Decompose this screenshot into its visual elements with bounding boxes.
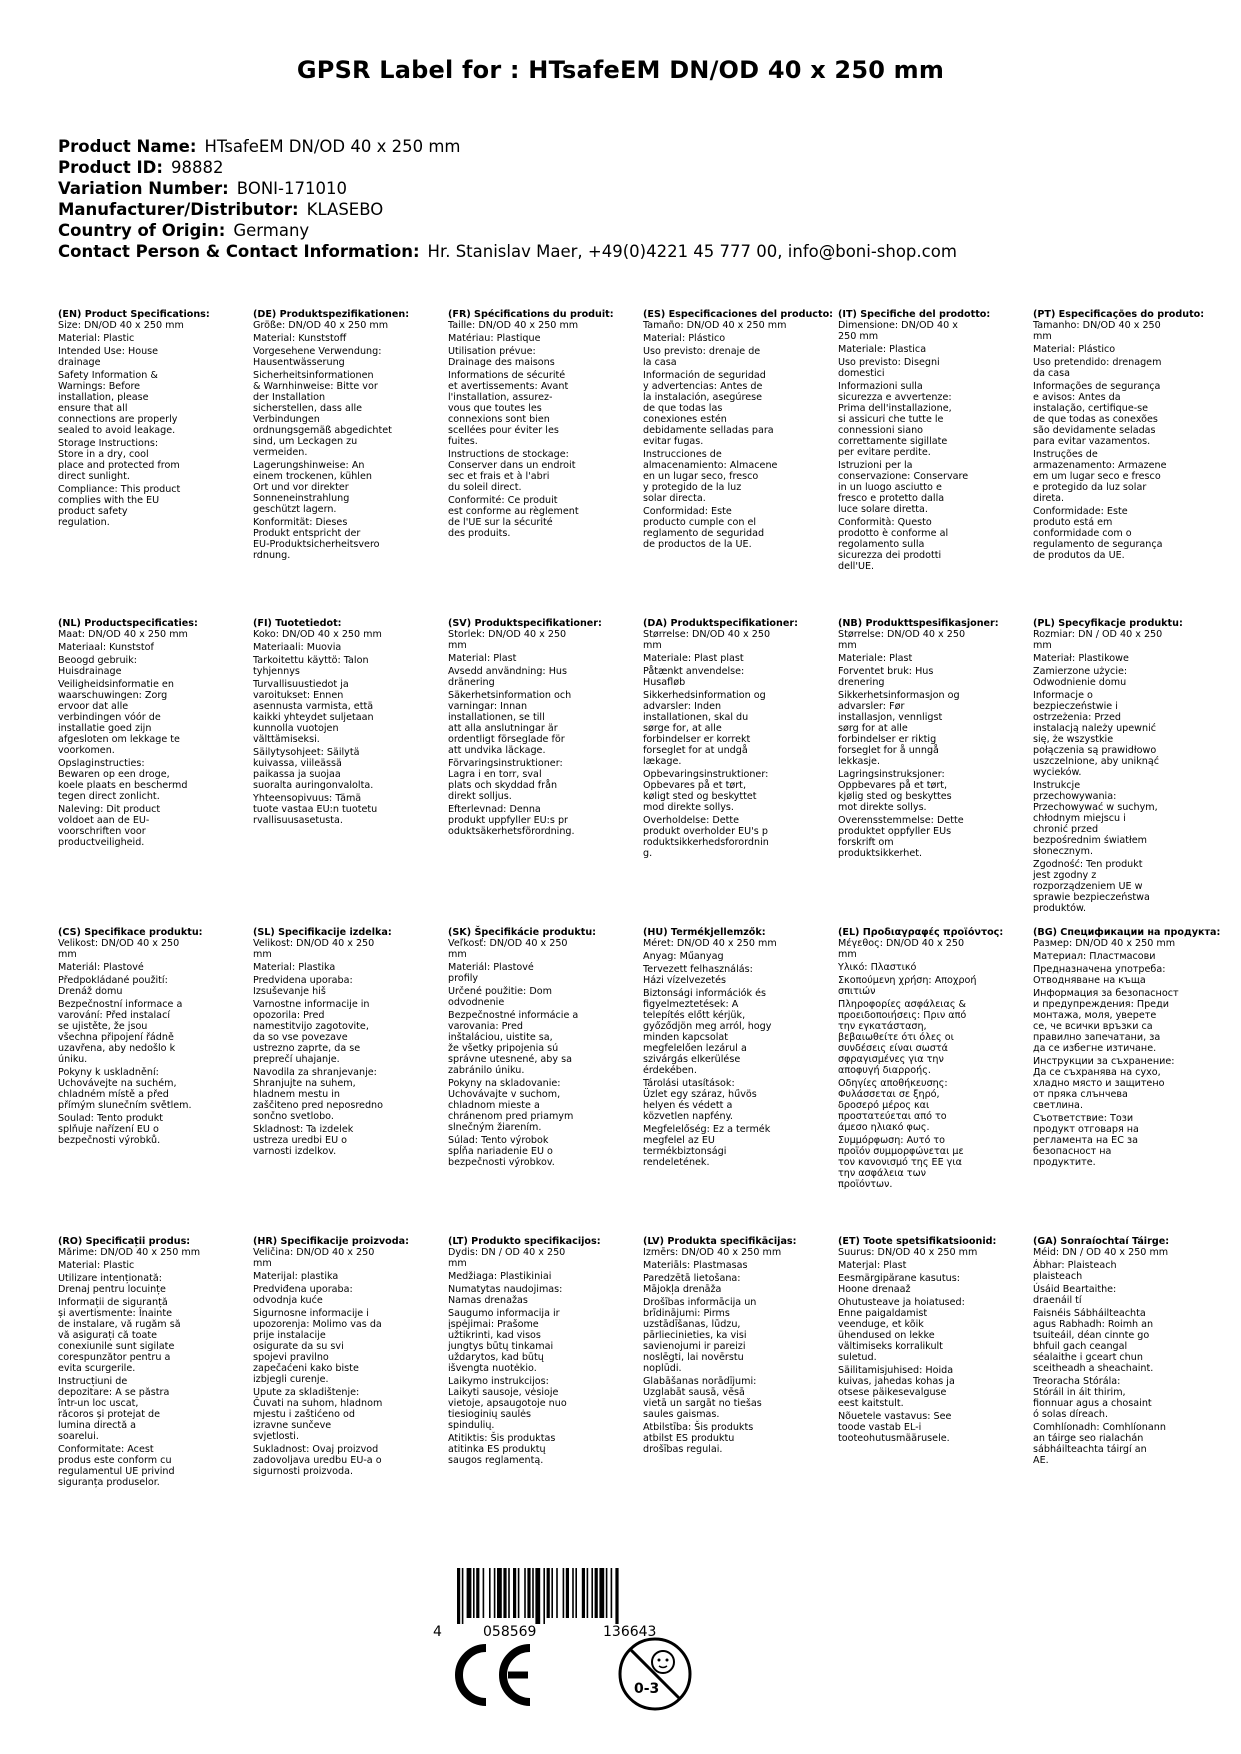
section-heading: (PL) Specyfikacje produktu: <box>1033 618 1183 629</box>
info-value: 98882 <box>170 158 224 177</box>
contact-row <box>58 241 1208 262</box>
info-value: BONI-171010 <box>236 179 347 198</box>
section-paragraph: Informations de sécurité et avertissements: Avant l'installation, assurez- vous que toutes les connexions sont bien scellées pour éviter les fuites. <box>448 370 569 447</box>
language-row <box>58 1236 1228 1545</box>
language-section <box>643 1236 797 1457</box>
barcode-digits-right: 136643 <box>603 1624 657 1640</box>
specifications-grid <box>58 309 1228 1545</box>
section-paragraph: Instrukcje przechowywania: Przechowywać w suchym, chłodnym miejscu i chronić przed bezpośrednim światłem słonecznym. <box>1033 780 1158 857</box>
language-section <box>253 927 403 1159</box>
section-paragraph: Taille: DN/OD 40 x 250 mm <box>448 320 579 331</box>
section-paragraph: Conformitate: Acest produs este conform cu regulamentul UE privind siguranța produselor. <box>58 1444 175 1488</box>
section-paragraph: Materiál: Plastové <box>58 962 144 973</box>
section-paragraph: Materiał: Plastikowe <box>1033 653 1129 664</box>
section-paragraph: Glabāšanas norādījumi: Uzglabāt sausā, vēsā vietā un sargāt no tiešas saules gaismas. <box>643 1376 762 1420</box>
info-value: KLASEBO <box>306 200 384 219</box>
section-paragraph: Treoracha Stórála: Stóráil in áit thirim, fionnuar agus a chosaint ó solas díreach. <box>1033 1376 1152 1420</box>
section-paragraph: Materjal: Plast <box>838 1260 907 1271</box>
barcode-digits-left: 058569 <box>483 1624 537 1640</box>
section-paragraph: Storage Instructions: Store in a dry, cool place and protected from direct sunlight. <box>58 438 180 482</box>
section-paragraph: Säilitamisjuhised: Hoida kuivas, jahedas kohas ja otsese päikesevalguse eest kaitstult. <box>838 1365 955 1409</box>
barcode-bar <box>599 1568 604 1618</box>
section-paragraph: Materiale: Plast <box>838 653 913 664</box>
barcode-bar <box>462 1568 464 1624</box>
section-paragraph: Pokyny k uskladnění: Uchovávejte na suchém, chladném místě a před přímým slunečním světlem. <box>58 1067 192 1111</box>
section-paragraph: Předpokládané použití: Drenáž domu <box>58 975 168 997</box>
barcode-bar <box>582 1568 585 1618</box>
barcode-bar <box>518 1568 520 1618</box>
section-paragraph: Laikymo instrukcijos: Laikyti sausoje, vėsioje vietoje, apsaugotoje nuo tiesioginių saulės spindulių. <box>448 1376 567 1431</box>
section-paragraph: Veľkosť: DN/OD 40 x 250 mm <box>448 938 568 960</box>
section-heading: (NL) Productspecificaties: <box>58 618 198 629</box>
section-paragraph: Tárolási utasítások: Üzlet egy száraz, hűvös helyen és védett a közvetlen napfény. <box>643 1078 757 1122</box>
section-paragraph: Säkerhetsinformation och varningar: Innan installationen, se till att alla anslutningar är ordentligt förseglade för att undvika läckage. <box>448 690 572 756</box>
section-paragraph: Материал: Пластмасови <box>1033 951 1156 962</box>
section-heading: (EN) Product Specifications: <box>58 309 210 320</box>
section-paragraph: Размер: DN/OD 40 x 250 mm <box>1033 938 1176 949</box>
section-paragraph: Konformität: Dieses Produkt entspricht der EU-Produktsicherheitsvero rdnung. <box>253 517 380 561</box>
section-paragraph: Méret: DN/OD 40 x 250 mm <box>643 938 777 949</box>
language-section <box>58 309 208 530</box>
section-paragraph: Conformidade: Este produto está em conformidade com o regulamento de segurança de produtos da UE. <box>1033 506 1163 561</box>
section-paragraph: Atbilstība: Šis produkts atbilst ES produktu drošības regulai. <box>643 1422 754 1455</box>
section-paragraph: Dydis: DN / OD 40 x 250 mm <box>448 1247 566 1269</box>
barcode-bar <box>524 1568 526 1618</box>
barcode-bar <box>575 1568 577 1618</box>
section-paragraph: Påtænkt anvendelse: Husafløb <box>643 666 745 688</box>
barcode-bar <box>476 1568 479 1618</box>
info-label: Product ID: <box>58 158 163 177</box>
section-paragraph: Conformidad: Este producto cumple con el reglamento de seguridad de productos de la UE. <box>643 506 765 550</box>
section-paragraph: Suurus: DN/OD 40 x 250 mm <box>838 1247 978 1258</box>
barcode-bar <box>611 1568 613 1618</box>
barcode-bar <box>606 1568 608 1618</box>
info-value: Germany <box>233 221 310 240</box>
barcode-bar <box>527 1568 530 1618</box>
section-paragraph: Safety Information & Warnings: Before installation, please ensure that all connections are properly sealed to avoid leakage. <box>58 370 178 436</box>
section-paragraph: Nõuetele vastavus: See toode vastab EL-i tooteohutusmäärusele. <box>838 1411 952 1444</box>
section-paragraph: Intended Use: House drainage <box>58 346 159 368</box>
section-heading: (ES) Especificaciones del producto: <box>643 309 834 320</box>
info-label: Manufacturer/Distributor: <box>58 200 299 219</box>
info-value: HTsafeEM DN/OD 40 x 250 mm <box>204 137 461 156</box>
section-heading: (IT) Specifiche del prodotto: <box>838 309 991 320</box>
info-value: Hr. Stanislav Maer, +49(0)4221 45 777 00, info@boni-shop.com <box>427 242 957 261</box>
section-paragraph: Μέγεθος: DN/OD 40 x 250 mm <box>838 938 965 960</box>
section-paragraph: Skladnost: Ta izdelek ustreza uredbi EU o varnosti izdelkov. <box>253 1124 354 1157</box>
section-paragraph: Størrelse: DN/OD 40 x 250 mm <box>838 629 966 651</box>
section-paragraph: Navodila za shranjevanje: Shranjujte na suhem, hladnem mestu in zaščiteno pred neposredno sončno svetlobo. <box>253 1067 383 1122</box>
language-section <box>838 927 1004 1192</box>
language-section <box>448 927 598 1170</box>
section-paragraph: Συμμόρφωση: Αυτό το προϊόν συμμορφώνεται με τον κανονισμό της ΕΕ για την ασφάλεια των προϊόντων. <box>838 1135 964 1190</box>
product-info <box>58 136 1208 262</box>
section-paragraph: Medžiaga: Plastikiniai <box>448 1271 552 1282</box>
language-section <box>253 1236 409 1479</box>
section-paragraph: Materiale: Plast plast <box>643 653 744 664</box>
section-paragraph: Méid: DN / OD 40 x 250 mm <box>1033 1247 1169 1258</box>
section-paragraph: Größe: DN/OD 40 x 250 mm <box>253 320 389 331</box>
section-paragraph: Veličina: DN/OD 40 x 250 mm <box>253 1247 375 1269</box>
section-paragraph: Určené použitie: Dom odvodnenie <box>448 986 552 1008</box>
section-paragraph: Naleving: Dit product voldoet aan de EU- voorschriften voor productveiligheid. <box>58 804 161 848</box>
barcode-bar <box>513 1568 516 1618</box>
section-paragraph: Tarkoitettu käyttö: Talon tyhjennys <box>253 655 369 677</box>
page-title: GPSR Label for : HTsafeEM DN/OD 40 x 250 mm <box>296 56 945 84</box>
section-paragraph: Úsáid Beartaithe: draenáil tí <box>1033 1284 1117 1306</box>
section-paragraph: Opslaginstructies: Bewaren op een droge, koele plaats en beschermd tegen direct zonlicht. <box>58 758 188 802</box>
section-paragraph: Izmērs: DN/OD 40 x 250 mm <box>643 1247 782 1258</box>
section-paragraph: Materijal: plastika <box>253 1271 339 1282</box>
section-heading: (DE) Produktspezifikationen: <box>253 309 410 320</box>
ean-barcode <box>433 1568 733 1638</box>
section-paragraph: Förvaringsinstruktioner: Lagra i en torr, sval plats och skyddad från direkt solljus. <box>448 758 563 802</box>
manufacturer-row <box>58 199 1208 220</box>
info-label: Country of Origin: <box>58 221 226 240</box>
section-paragraph: Turvallisuustiedot ja varoitukset: Ennen asennusta varmista, että kaikki yhteydet suljetaan kunnolla vuotojen välttämiseksi. <box>253 679 374 745</box>
section-paragraph: Maat: DN/OD 40 x 250 mm <box>58 629 188 640</box>
age-range-label: 0-3 <box>634 1681 660 1697</box>
section-paragraph: Съответствие: Този продукт отговаря на регламента на ЕС за безопасност на продуктите. <box>1033 1113 1139 1168</box>
section-paragraph: Súlad: Tento výrobok spĺňa nariadenie EU o bezpečnosti výrobkov. <box>448 1135 555 1168</box>
section-paragraph: Информация за безопасност и предупреждения: Преди монтажа, моля, уверете се, че всички връзки са правилно запечатани, за да се избегне изтичане. <box>1033 988 1179 1054</box>
section-paragraph: Materiaali: Muovia <box>253 642 342 653</box>
barcode-bar <box>591 1568 593 1618</box>
language-section <box>58 927 208 1148</box>
barcode-bar <box>595 1568 598 1618</box>
section-paragraph: Utilisation prévue: Drainage des maisons <box>448 346 555 368</box>
section-paragraph: Drošības informācija un brīdinājumi: Pirms uzstādīšanas, lūdzu, pārliecinieties, ka visi savienojumi ir pareizi noslēgti, lai novērstu noplūdi. <box>643 1297 757 1374</box>
language-section <box>448 309 614 541</box>
section-paragraph: Paredzētā lietošana: Mājokļa drenāža <box>643 1273 741 1295</box>
barcode-bar <box>457 1568 460 1624</box>
language-section <box>58 1236 208 1490</box>
barcode-bar <box>473 1568 475 1618</box>
section-paragraph: Koko: DN/OD 40 x 250 mm <box>253 629 382 640</box>
language-section <box>643 309 834 552</box>
barcode-bar <box>587 1568 589 1618</box>
section-paragraph: Faisnéis Sábháilteachta agus Rabhadh: Roimh an tsuiteáil, déan cinnte go bhfuil gach ceangal séalaithe i gceart chun sceitheadh a sheachaint. <box>1033 1308 1154 1374</box>
barcode-bar <box>563 1568 565 1618</box>
section-paragraph: Conformità: Questo prodotto è conforme al regolamento sulla sicurezza dei prodotti dell'UE. <box>838 517 949 572</box>
section-paragraph: Størrelse: DN/OD 40 x 250 mm <box>643 629 771 651</box>
section-heading: (LV) Produkta specifikācijas: <box>643 1236 797 1247</box>
section-heading: (HU) Termékjellemzők: <box>643 927 766 938</box>
section-paragraph: Dimensione: DN/OD 40 x 250 mm <box>838 320 958 342</box>
section-paragraph: Opbevaringsinstruktioner: Opbevares på et tørt, køligt sted og beskyttet mod direkte sollys. <box>643 769 769 813</box>
section-paragraph: Zgodność: Ten produkt jest zgodny z rozporządzeniem UE w sprawie bezpieczeństwa produktów. <box>1033 859 1150 914</box>
barcode-bar <box>566 1568 569 1618</box>
section-paragraph: Overholdelse: Dette produkt overholder EU's p roduktsikkerhedsforordnin g. <box>643 815 769 859</box>
section-paragraph: Rozmiar: DN / OD 40 x 250 mm <box>1033 629 1163 651</box>
section-paragraph: Beoogd gebruik: Huisdrainage <box>58 655 138 677</box>
section-paragraph: Mărime: DN/OD 40 x 250 mm <box>58 1247 201 1258</box>
section-paragraph: Säilytysohjeet: Säilytä kuivassa, viileässä paikassa ja suojaa suoralta auringonvalolta. <box>253 747 374 791</box>
language-section <box>448 618 602 839</box>
section-paragraph: Predvidena uporaba: Izsuševanje hiš <box>253 975 353 997</box>
section-paragraph: Material: Kunststoff <box>253 333 347 344</box>
section-paragraph: Sikkerhetsinformasjon og advarsler: Før installasjon, vennligst sørg for at alle forbindelser er riktig forseglet for å unngå lekkasje. <box>838 690 960 767</box>
section-paragraph: Informações de segurança e avisos: Antes da instalação, certifique-se de que todas as conexões são devidamente seladas para evitar vazamentos. <box>1033 381 1161 447</box>
section-paragraph: Vorgesehene Verwendung: Hausentwässerung <box>253 346 382 368</box>
section-paragraph: Informacje o bezpieczeństwie i ostrzeżenia: Przed instalacją należy upewnić się, że wszystkie połączenia są prawidłowo uszczelnione, aby uniknąć wycieków. <box>1033 690 1160 778</box>
product-name-row <box>58 136 1208 157</box>
section-paragraph: Avsedd användning: Hus dränering <box>448 666 567 688</box>
section-paragraph: Atitiktis: Šis produktas atitinka ES produktų saugos reglamentą. <box>448 1433 556 1466</box>
section-paragraph: Instrucțiuni de depozitare: A se păstra într-un loc uscat, răcoros și protejat de lumina directă a soarelui. <box>58 1376 170 1442</box>
section-paragraph: Anyag: Műanyag <box>643 951 724 962</box>
section-paragraph: Σκοπούμενη χρήση: Αποχροή σπιτιών <box>838 975 977 997</box>
section-paragraph: Soulad: Tento produkt splňuje nařízení EU o bezpečnosti výrobků. <box>58 1113 164 1146</box>
section-paragraph: Eesmärgipärane kasutus: Hoone drenaaž <box>838 1273 960 1295</box>
section-paragraph: Material: Plástico <box>643 333 726 344</box>
barcode-bar <box>572 1568 574 1618</box>
section-paragraph: Material: Plástico <box>1033 344 1116 355</box>
section-paragraph: Οδηγίες αποθήκευσης: Φυλάσσεται σε ξηρό, δροσερό μέρος και προστατεύεται από το άμεσο ηλιακό φως. <box>838 1078 948 1133</box>
section-paragraph: Size: DN/OD 40 x 250 mm <box>58 320 184 331</box>
not-for-children-0-3-icon <box>616 1635 694 1713</box>
section-paragraph: Material: Plastika <box>253 962 336 973</box>
section-paragraph: Ábhar: Plaisteach plaisteach <box>1033 1260 1117 1282</box>
section-heading: (BG) Спецификации на продукта: <box>1033 927 1221 938</box>
section-paragraph: Materiāls: Plastmasas <box>643 1260 748 1271</box>
section-paragraph: Conformité: Ce produit est conforme au règlement de l'UE sur la sécurité des produits. <box>448 495 579 539</box>
barcode-bar <box>503 1568 506 1618</box>
language-section <box>1033 1236 1183 1468</box>
barcode-bar <box>494 1568 496 1618</box>
language-section <box>643 927 793 1170</box>
language-section <box>253 618 403 828</box>
barcode-bar <box>532 1568 534 1618</box>
section-paragraph: Instrucciones de almacenamiento: Almacene en un lugar seco, fresco y protegido de la luz solar directa. <box>643 449 778 504</box>
section-paragraph: Materiál: Plastové profily <box>448 962 534 984</box>
section-paragraph: Lagringsinstruksjoner: Oppbevares på et tørt, kjølig sted og beskyttes mot direkte sollys. <box>838 769 952 813</box>
section-heading: (CS) Specifikace produktu: <box>58 927 203 938</box>
section-paragraph: Forventet bruk: Hus drenering <box>838 666 934 688</box>
section-paragraph: Materiaal: Kunststof <box>58 642 154 653</box>
barcode-bar <box>497 1568 502 1618</box>
barcode-bar <box>535 1568 540 1624</box>
section-paragraph: Sukladnost: Ovaj proizvod zadovoljava uredbu EU-a o sigurnosti proizvoda. <box>253 1444 382 1477</box>
language-section <box>838 618 999 861</box>
section-heading: (EL) Προδιαγραφές προϊόντος: <box>838 927 1004 938</box>
section-heading: (SV) Produktspecifikationer: <box>448 618 602 629</box>
language-section <box>838 1236 997 1446</box>
section-paragraph: Biztonsági információk és figyelmeztetések: A telepítés előtt kérjük, győződjön meg arról, hogy minden kapcsolat megfelelően lezárul a szivárgás elkerülése érdekében. <box>643 988 772 1076</box>
language-section <box>1033 309 1205 563</box>
section-heading: (RO) Specificații produs: <box>58 1236 191 1247</box>
section-heading: (NB) Produkttspesifikasjoner: <box>838 618 999 629</box>
section-paragraph: Sigurnosne informacije i upozorenja: Molimo vas da prije instalacije osigurate da su svi spojevi pravilno zapečaćeni kako biste izbjegli curenje. <box>253 1308 382 1385</box>
section-paragraph: Bezpečnostné informácie a varovania: Pred inštaláciou, uistite sa, že všetky pripojenia sú správne utesnené, aby sa zabránilo úniku. <box>448 1010 579 1076</box>
section-paragraph: Compliance: This product complies with the EU product safety regulation. <box>58 484 181 528</box>
section-paragraph: Lagerungshinweise: An einem trockenen, kühlen Ort und vor direkter Sonneneinstrahlung geschützt lagern. <box>253 460 372 515</box>
language-section <box>1033 927 1221 1170</box>
barcode-bar <box>547 1568 550 1618</box>
section-heading: (HR) Specifikacije proizvoda: <box>253 1236 409 1247</box>
language-section <box>448 1236 601 1468</box>
info-label: Product Name: <box>58 137 197 156</box>
barcode-bar <box>551 1568 553 1618</box>
language-row <box>58 618 1228 927</box>
section-heading: (DA) Produktspecifikationer: <box>643 618 798 629</box>
section-paragraph: Instruções de armazenamento: Armazene em um lugar seco e fresco e protegido da luz solar direta. <box>1033 449 1167 504</box>
section-heading: (FI) Tuotetiedot: <box>253 618 342 629</box>
language-section <box>253 309 410 563</box>
section-paragraph: Megfelelőség: Ez a termék megfelel az EU termékbiztonsági rendeletének. <box>643 1124 771 1168</box>
section-paragraph: Instructions de stockage: Conserver dans un endroit sec et frais et à l'abri du soleil direct. <box>448 449 576 493</box>
section-paragraph: Tamanho: DN/OD 40 x 250 mm <box>1033 320 1161 342</box>
section-paragraph: Matériau: Plastique <box>448 333 541 344</box>
country-row <box>58 220 1208 241</box>
language-row <box>58 309 1228 618</box>
language-section <box>643 618 798 861</box>
section-heading: (FR) Spécifications du produit: <box>448 309 614 320</box>
variation-number-row <box>58 178 1208 199</box>
section-heading: (LT) Produkto specifikacijos: <box>448 1236 601 1247</box>
section-paragraph: Velikost: DN/OD 40 x 250 mm <box>253 938 375 960</box>
section-heading: (SK) Špecifikácie produktu: <box>448 927 597 938</box>
section-paragraph: Velikost: DN/OD 40 x 250 mm <box>58 938 180 960</box>
section-paragraph: Veiligheidsinformatie en waarschuwingen: Zorg ervoor dat alle verbindingen vóór de installatie goed zijn afgesloten om lekkage te voorkomen. <box>58 679 180 756</box>
language-row <box>58 927 1228 1236</box>
section-paragraph: Comhlíonadh: Comhlíonann an táirge seo rialachán sábháilteachta táirgí an AE. <box>1033 1422 1166 1466</box>
ce-mark-icon <box>448 1640 538 1710</box>
section-paragraph: Istruzioni per la conservazione: Conservare in un luogo asciutto e fresco e protetto dalla luce solare diretta. <box>838 460 969 515</box>
section-paragraph: Ohutusteave ja hoiatused: Enne paigaldamist veenduge, et kõik ühendused on lekke vältimiseks korralikult suletud. <box>838 1297 965 1363</box>
section-heading: (SL) Specifikacije izdelka: <box>253 927 392 938</box>
info-label: Contact Person & Contact Information: <box>58 242 420 261</box>
section-paragraph: Material: Plastic <box>58 1260 135 1271</box>
barcode-digit-lead: 4 <box>433 1624 442 1640</box>
barcode-bar <box>543 1568 545 1624</box>
section-paragraph: Upute za skladištenje: Čuvati na suhom, hladnom mjestu i zaštićeno od izravne sunčeve svjetlosti. <box>253 1387 383 1442</box>
section-paragraph: Πληροφορίες ασφάλειας & προειδοποιήσεις: Πριν από την εγκατάσταση, βεβαιωθείτε ότι όλες οι συνδέσεις είναι σωστά σφραγισμένες για την αποφυγή διαρροής. <box>838 999 967 1076</box>
barcode-bar <box>556 1568 558 1618</box>
section-paragraph: Saugumo informacija ir įspėjimai: Prašome užtikrinti, kad visos jungtys būtų tinkamai uždarytos, kad būtų išvengta nuotėkio. <box>448 1308 560 1374</box>
section-paragraph: Υλικό: Πλαστικό <box>838 962 917 973</box>
product-id-row <box>58 157 1208 178</box>
language-section <box>838 309 991 574</box>
section-paragraph: Utilizare intenționată: Drenaj pentru locuințe <box>58 1273 166 1295</box>
barcode-bar <box>489 1568 491 1618</box>
language-section <box>58 618 208 850</box>
section-paragraph: Инструкции за съхранение: Да се съхранява на сухо, хладно място и защитено от пряка слънчева светлина. <box>1033 1056 1175 1111</box>
section-paragraph: Sikkerhedsinformation og advarsler: Inden installationen, skal du sørge for, at alle forbindelser er korrekt forseglet for at undgå lækage. <box>643 690 766 767</box>
section-heading: (PT) Especificações do produto: <box>1033 309 1205 320</box>
section-paragraph: Uso previsto: Disegni domestici <box>838 357 940 379</box>
section-paragraph: Storlek: DN/OD 40 x 250 mm <box>448 629 567 651</box>
section-paragraph: Material: Plast <box>448 653 517 664</box>
section-paragraph: Overensstemmelse: Dette produktet oppfyller EUs forskrift om produktsikkerhet. <box>838 815 964 859</box>
section-heading: (GA) Sonraíochtaí Táirge: <box>1033 1236 1170 1247</box>
section-paragraph: Tamaño: DN/OD 40 x 250 mm <box>643 320 787 331</box>
section-paragraph: Efterlevnad: Denna produkt uppfyller EU:s pr oduktsäkerhetsförordning. <box>448 804 575 837</box>
section-heading: (ET) Toote spetsifikatsioonid: <box>838 1236 997 1247</box>
section-paragraph: Informații de siguranță și avertismente: Înainte de instalare, vă rugăm să vă asigurați că toate conexiunile sunt sigilate corespunzător pentru a evita scurgerile. <box>58 1297 181 1374</box>
section-paragraph: Informazioni sulla sicurezza e avvertenze: Prima dell'installazione, si assicuri che tutte le connessioni siano correttamente sigillate per evitare perdite. <box>838 381 952 458</box>
barcode-bars <box>433 1568 733 1624</box>
section-paragraph: Предназначена употреба: Отводняване на къща <box>1033 964 1166 986</box>
section-paragraph: Uso previsto: drenaje de la casa <box>643 346 761 368</box>
barcode-bar <box>467 1568 472 1618</box>
section-paragraph: Predviđena uporaba: odvodnja kuće <box>253 1284 353 1306</box>
section-paragraph: Numatytas naudojimas: Namas drenažas <box>448 1284 563 1306</box>
info-label: Variation Number: <box>58 179 229 198</box>
section-paragraph: Varnostne informacije in opozorila: Pred namestitvijo zagotovite, da so vse povezave ustrezno zaprte, da se preprečí uhajanje. <box>253 999 370 1065</box>
barcode-bar <box>615 1568 618 1624</box>
section-paragraph: Material: Plastic <box>58 333 135 344</box>
language-section <box>1033 618 1183 916</box>
section-paragraph: Materiale: Plastica <box>838 344 927 355</box>
section-paragraph: Zamierzone użycie: Odwodnienie domu <box>1033 666 1128 688</box>
section-paragraph: Tervezett felhasználás: Házi vízelvezetés <box>643 964 753 986</box>
section-paragraph: Uso pretendido: drenagem da casa <box>1033 357 1162 379</box>
barcode-bar <box>483 1568 485 1618</box>
section-paragraph: Pokyny na skladovanie: Uchovávajte v suchom, chladnom mieste a chránenom pred priamym slnečným žiarením. <box>448 1078 574 1133</box>
section-paragraph: Yhteensopivuus: Tämä tuote vastaa EU:n tuotetu rvallisuusasetusta. <box>253 793 378 826</box>
section-paragraph: Información de seguridad y advertencias: Antes de la instalación, asegúrese de que todas las conexiones estén debidamente selladas para evitar fugas. <box>643 370 774 447</box>
section-paragraph: Sicherheitsinformationen & Warnhinweise: Bitte vor der Installation sicherstellen, dass alle Verbindungen ordnungsgemäß abgedichtet sind, um Leckagen zu vermeiden. <box>253 370 392 458</box>
section-paragraph: Bezpečnostní informace a varování: Před instalací se ujistěte, že jsou všechna připojení řádně uzavřena, aby nedošlo k úniku. <box>58 999 183 1065</box>
barcode-bar <box>508 1568 510 1618</box>
